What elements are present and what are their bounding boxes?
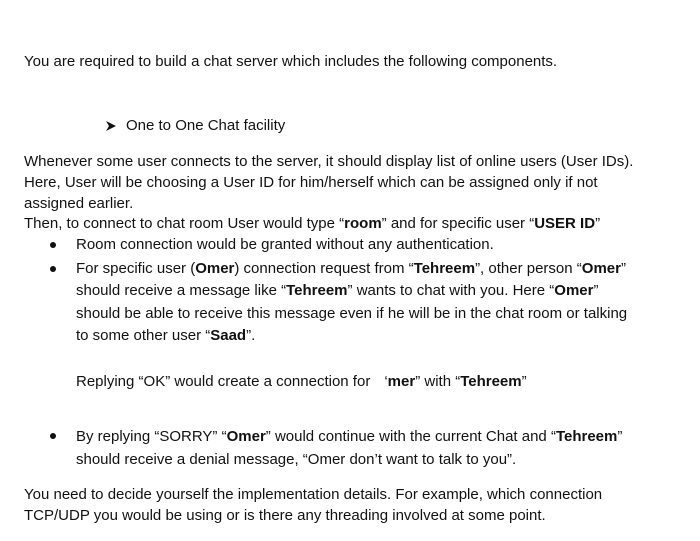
text-run: ” wants to chat with you. Here “ xyxy=(347,282,555,299)
bullet-specific-user-line xyxy=(76,281,598,301)
feature-list-item xyxy=(104,116,285,136)
text-run: ” xyxy=(620,260,626,277)
paragraph-line: assigned earlier. xyxy=(24,195,134,212)
name-omer-partial: mer xyxy=(387,373,416,390)
bullet-sorry-line: should receive a denial message, “Omer don’t want to talk to you”. xyxy=(76,451,517,468)
text-run: For specific user ( xyxy=(76,260,196,277)
name-tehreem: Tehreem xyxy=(286,282,348,299)
room-instruction xyxy=(24,214,600,234)
text-run: Replying “OK” would create a connection for xyxy=(76,373,371,390)
paragraph-line: TCP/UDP you would be using or is there any threading involved at some point. xyxy=(24,507,546,524)
bullet-specific-user-line: should be able to receive this message even if he will be in the chat room or talking xyxy=(76,305,628,322)
bullet-sorry-line xyxy=(76,427,622,447)
paragraph-line: Here, User will be choosing a User ID for him/herself which can be assigned only if not xyxy=(24,174,598,191)
name-saad: Saad xyxy=(210,327,247,344)
text-run: ” would continue with the current Chat and “ xyxy=(265,428,556,445)
bullet-dot xyxy=(50,433,56,439)
keyword-user-id: USER ID xyxy=(534,215,596,232)
text-run: ”, other person “ xyxy=(475,260,582,277)
intro-text: You are required to build a chat server which includes the following components. xyxy=(24,53,558,70)
text-run: should receive a message like “ xyxy=(76,282,287,299)
name-tehreem: Tehreem xyxy=(413,260,476,277)
text-run: ” xyxy=(595,215,601,232)
text-run: ” xyxy=(617,428,623,445)
name-tehreem: Tehreem xyxy=(460,373,522,390)
keyword-room: room xyxy=(344,215,382,232)
name-omer: Omer xyxy=(581,260,621,277)
paragraph-line: Whenever some user connects to the server, it should display list of online users (User IDs). xyxy=(24,153,634,170)
name-omer: Omer xyxy=(554,282,594,299)
text-run: Then, to connect to chat room User would type “ xyxy=(24,215,345,232)
text-run: to some other user “ xyxy=(76,327,211,344)
bullet-specific-user-line xyxy=(76,326,255,346)
bullet-dot xyxy=(50,242,56,248)
text-run: ” and for specific user “ xyxy=(381,215,535,232)
name-omer: Omer xyxy=(195,260,235,277)
text-run: ”. xyxy=(246,327,256,344)
name-tehreem: Tehreem xyxy=(555,428,618,445)
text-run: ” xyxy=(593,282,599,299)
text-run: ” xyxy=(521,373,527,390)
feature-item-label: One to One Chat facility xyxy=(126,117,286,134)
arrow-bullet-icon xyxy=(104,119,118,133)
text-run: ) connection request from “ xyxy=(234,260,414,277)
bullet-dot xyxy=(50,266,56,272)
reply-ok-line: Replying “OK” would create a connection for ‘mer” with “Tehreem” xyxy=(76,373,527,390)
bullet-room-connection: Room connection would be granted without any authentication. xyxy=(76,236,494,253)
paragraph-line: You need to decide yourself the implementation details. For example, which connection xyxy=(24,486,603,503)
bullet-specific-user-line xyxy=(76,259,626,279)
text-run: ” with “ xyxy=(415,373,461,390)
name-omer: Omer xyxy=(226,428,266,445)
text-run: By replying “SORRY” “ xyxy=(76,428,227,445)
